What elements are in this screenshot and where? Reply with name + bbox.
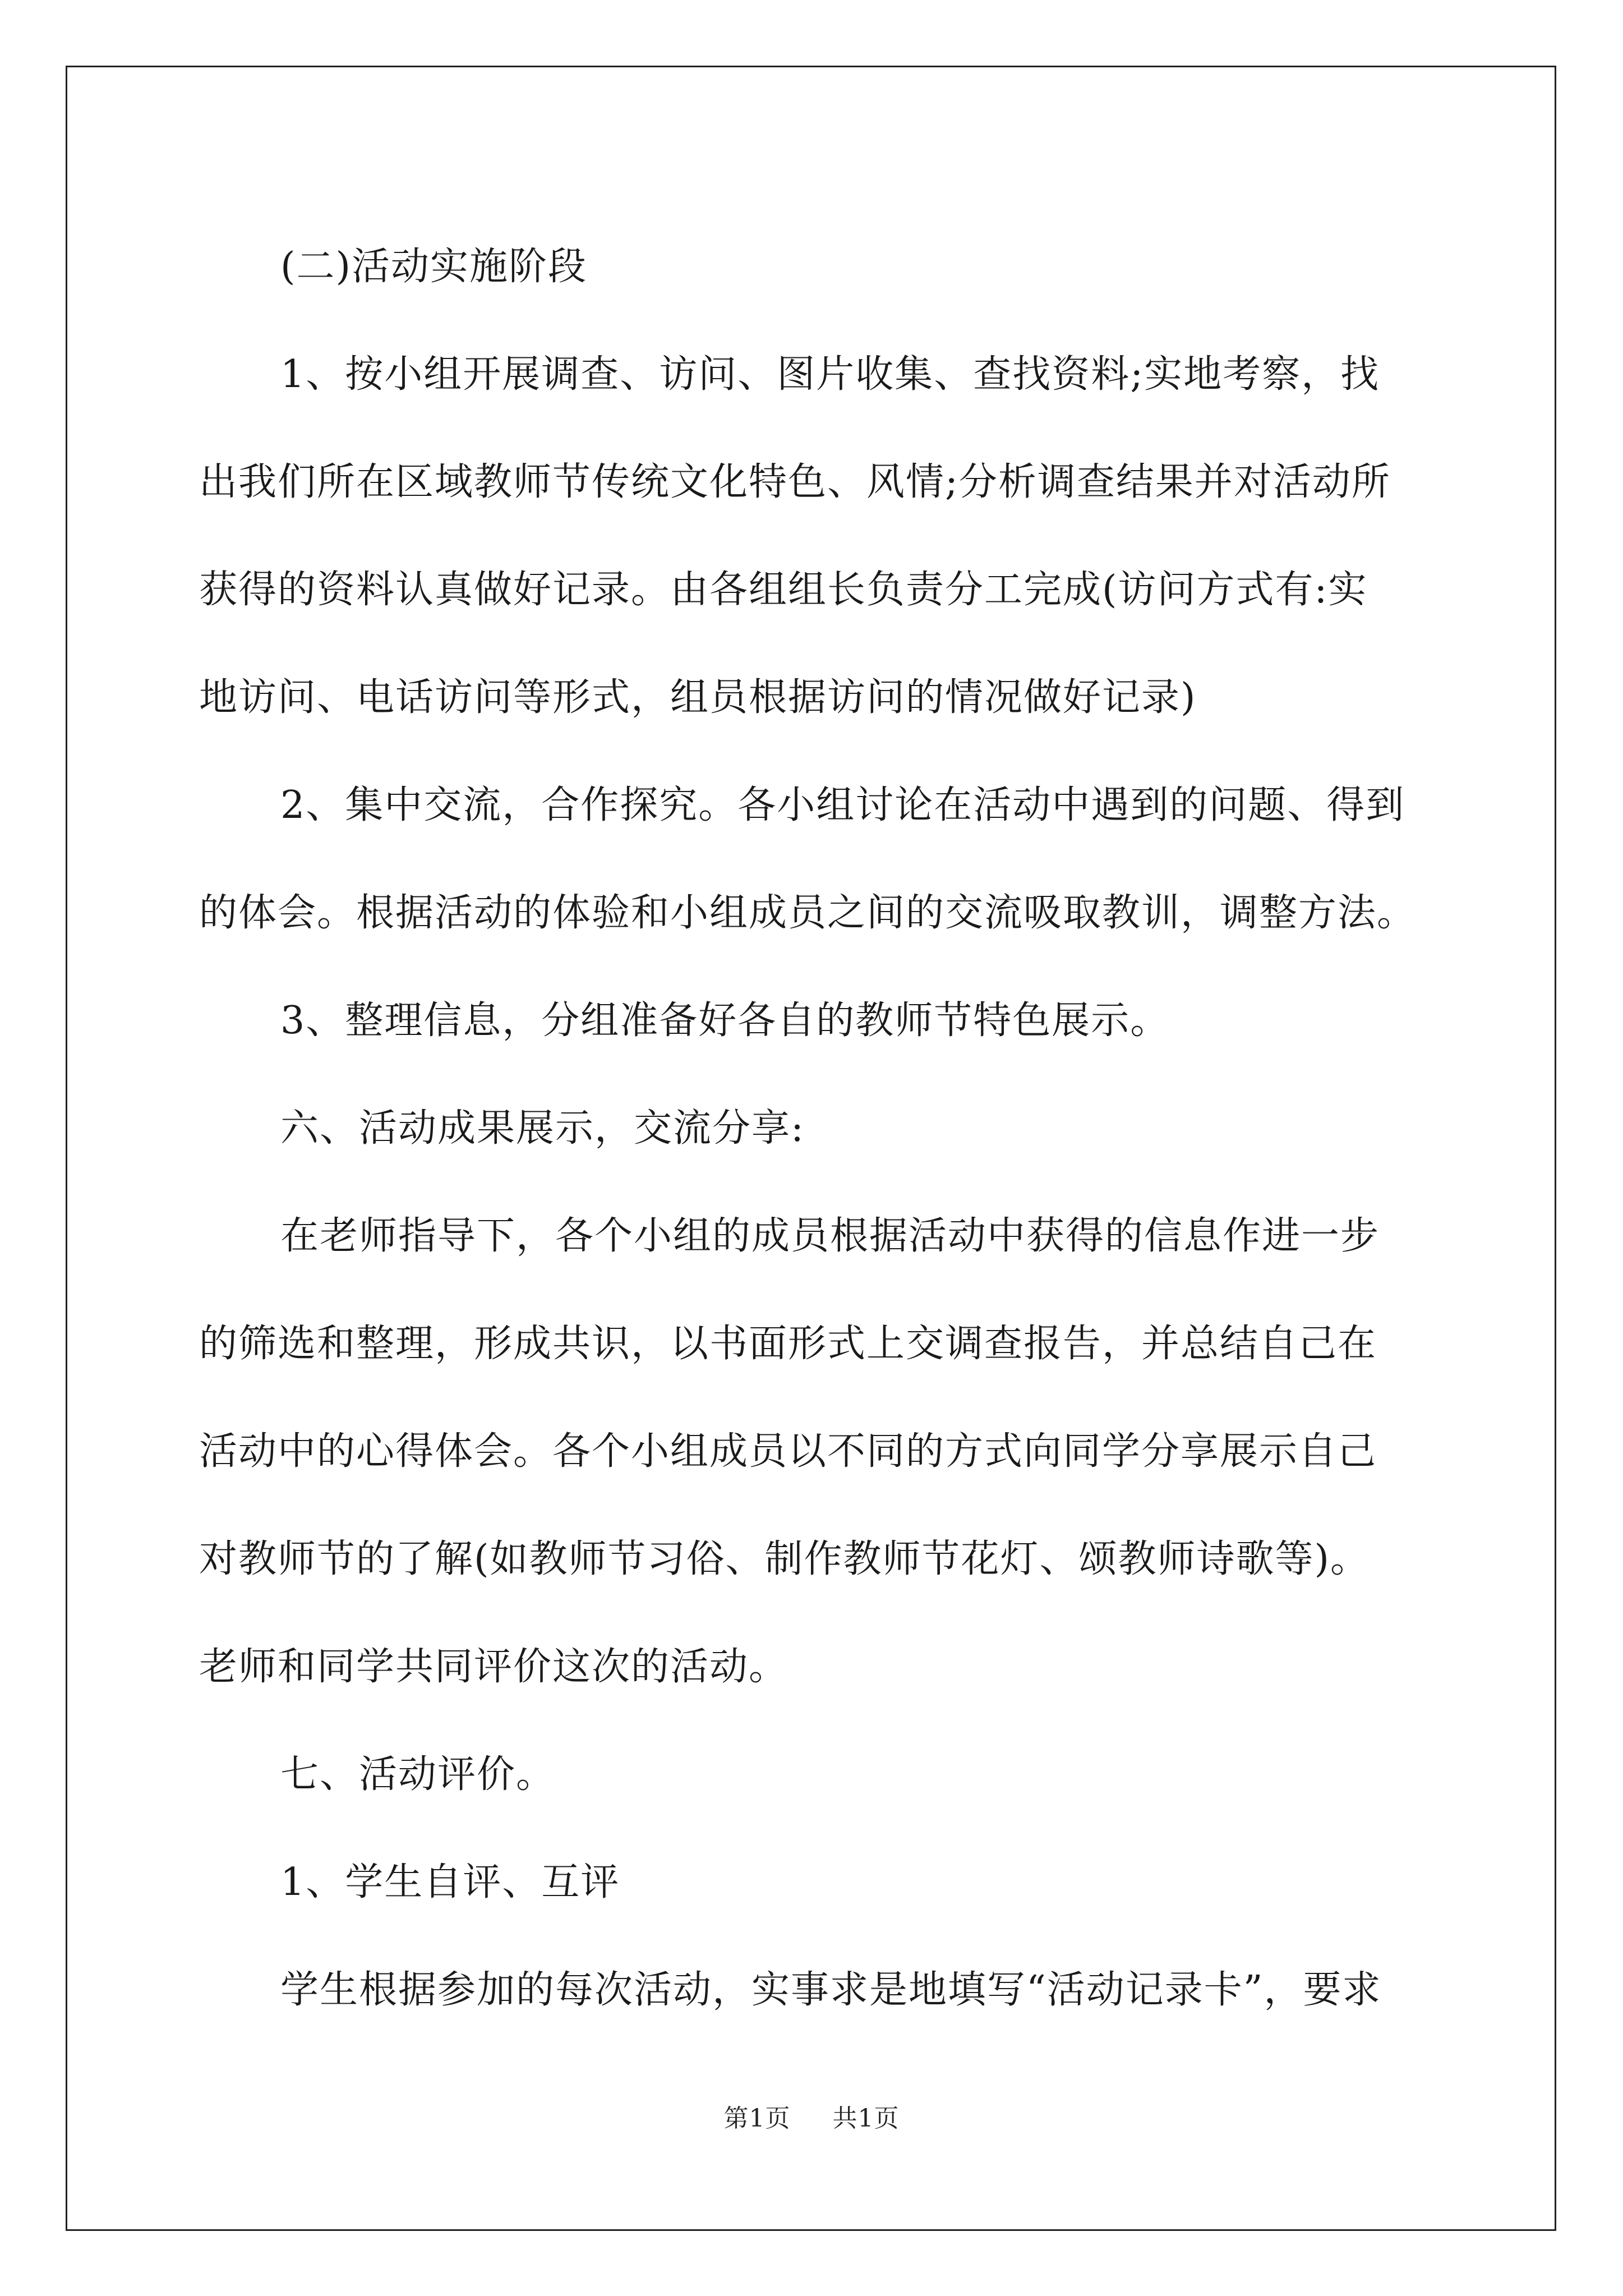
text-line: 活动中的心得体会。各个小组成员以不同的方式向同学分享展示自己 <box>199 1429 1377 1474</box>
text-line: 对教师节的了解(如教师节习俗、制作教师节花灯、颂教师诗歌等)。 <box>199 1537 1370 1581</box>
text-line: 老师和同学共同评价这次的活动。 <box>199 1645 789 1689</box>
text-line: 1、学生自评、互评 <box>280 1860 620 1904</box>
text-line: 学生根据参加的每次活动，实事求是地填写“活动记录卡”，要求 <box>280 1968 1382 2012</box>
text-line: 在老师指导下，各个小组的成员根据活动中获得的信息作进一步 <box>280 1214 1380 1258</box>
text-line: 2、集中交流，合作探究。各小组讨论在活动中遇到的问题、得到 <box>280 783 1405 827</box>
text-line: 的筛选和整理，形成共识，以书面形式上交调查报告，并总结自己在 <box>199 1322 1377 1366</box>
paragraph-item-1 <box>199 321 1427 752</box>
text-line: 获得的资料认真做好记录。由各组组长负责分工完成(访问方式有:实 <box>199 568 1368 612</box>
text-line: 地访问、电话访问等形式，组员根据访问的情况做好记录) <box>199 675 1197 720</box>
text-line: 六、活动成果展示，交流分享: <box>280 1106 805 1151</box>
text-line: 3、整理信息，分组准备好各自的教师节特色展示。 <box>280 999 1170 1043</box>
paragraph-section-six-body <box>199 1182 1427 1721</box>
paragraph-self-eval-body <box>199 1936 1427 2044</box>
text-line: 七、活动评价。 <box>280 1752 556 1797</box>
page-total: 共1页 <box>832 2104 900 2133</box>
text-line: 的体会。根据活动的体验和小组成员之间的交流吸取教训，调整方法。 <box>199 891 1417 935</box>
paragraph-section-seven-heading <box>199 1721 1427 1829</box>
paragraph-section-six-heading <box>199 1075 1427 1182</box>
text-line: 出我们所在区域教师节传统文化特色、风情;分析调查结果并对活动所 <box>199 460 1391 504</box>
page-footer <box>0 2098 1623 2134</box>
text-line: 1、按小组开展调查、访问、图片收集、查找资料;实地考察，找 <box>280 352 1380 397</box>
paragraph-item-2 <box>199 752 1427 967</box>
document-body <box>199 213 1427 2044</box>
paragraph-subheading-self-eval <box>199 1829 1427 1936</box>
paragraph-stage-heading <box>199 213 1427 321</box>
page-number: 第1页 <box>723 2104 791 2133</box>
paragraph-item-3 <box>199 967 1427 1075</box>
text-line: (二)活动实施阶段 <box>280 245 588 289</box>
